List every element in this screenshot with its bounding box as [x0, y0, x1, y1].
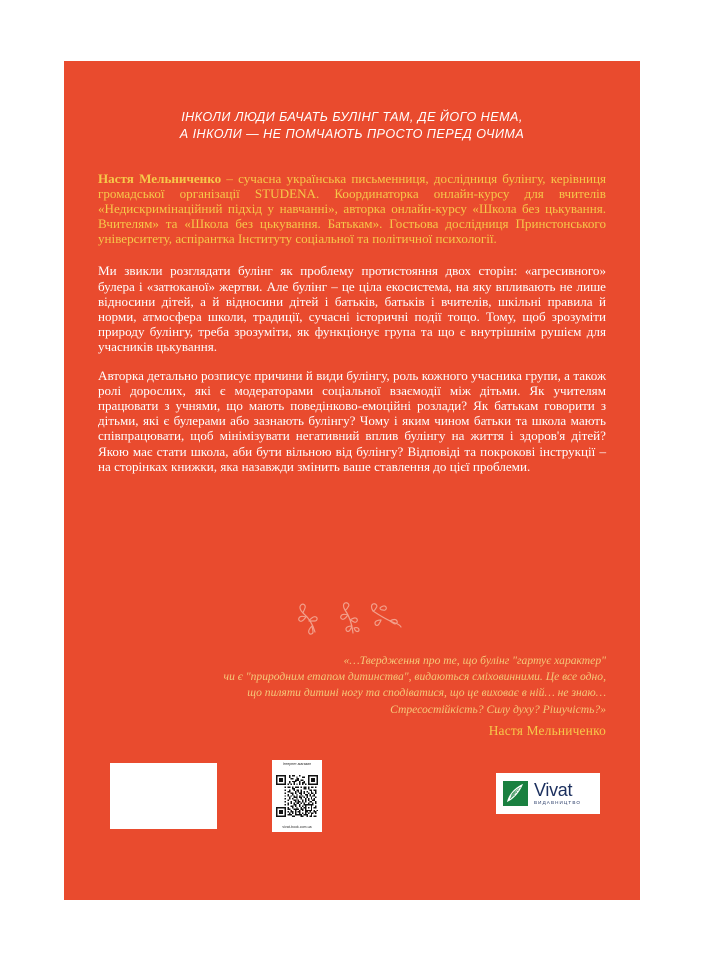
blurb-paragraph-1: Ми звикли розглядати булінг як проблему протистояння двох сторін: «агресивного» булера і «затюканої» жертви. Але булінг – це ціла екосистема, на яку впливають не лише відносини дітей, а й відносини дітей і батьків, батьків і вчителів, шкільні правила й норми, атмосфера школи, традиції, сучасні історичні події тощо. Тому, щоб зрозуміти природу булінгу, треба зрозуміти, як функціонує група та що є внутрішнім рушієм для учасників цькування. — [98, 263, 606, 354]
publisher-logo[interactable] — [496, 773, 600, 814]
cover-tagline — [64, 109, 640, 143]
pull-quote-block — [104, 653, 606, 739]
quote-line-2: чи є "природним етапом дитинства", видаються сміховинними. Це все одно, — [223, 670, 606, 684]
blurb-paragraph-2: Авторка детально розписує причини й види булінгу, роль кожного учасника групи, а також ролі дорослих, які є модераторами соціальної взаємодії між дітьми. Як учителям працювати з учнями, що мають поведінково-емоційні розлади? Як батькам говорити з дітьми, які є булерами або зазнають булінгу? Чому і яким чином батьки та школа мають співпрацювати, щоб мінімізувати негативний вплив булінгу на життя і здоров'я дітей? Якою має стати школа, аби бути вільною від булінгу? Відповіді та покрокові інструкції – на сторінках книжки, яка назавжди змінить ваше ставлення до цієї проблеми. — [98, 368, 606, 474]
qr-caption-bottom: vivat-book.com.ua — [282, 824, 312, 829]
vivat-quill-icon — [503, 781, 528, 806]
author-bio — [98, 171, 606, 246]
tagline-line-1: ІНКОЛИ ЛЮДИ БАЧАТЬ БУЛІНГ ТАМ, ДЕ ЙОГО НЕМА, — [181, 110, 523, 124]
barcode-placeholder — [110, 763, 217, 829]
quote-line-3: що пиляти дитині ногу та сподіватися, що це виховає в ній… не знаю… — [247, 686, 606, 700]
author-name: Настя Мельниченко — [98, 171, 222, 186]
qr-caption-top: Інтернет-магазин — [282, 762, 312, 766]
author-bio-text: – сучасна українська письменниця, дослідниця булінгу, керівниця громадської організації STUDENA. Координаторка онлайн-курсу для вчителів «Недискримінаційний підхід у навчанні», авторка онлайн-курсу «Школа без цькування. Вчителям» та «Школа без цькування. Батькам». Гостьова дослідниця Принстонського університету, аспірантка Інституту соціальної та політичної психології. — [98, 171, 606, 247]
publisher-wordmark — [534, 781, 581, 806]
publisher-subtitle: ВИДАВНИЦТВО — [534, 800, 582, 806]
floral-sprigs-icon — [293, 601, 411, 635]
qr-code-block[interactable] — [272, 760, 322, 832]
quote-attribution: Настя Мельниченко — [488, 722, 606, 738]
cover-text-column — [98, 171, 606, 474]
tagline-line-2: А ІНКОЛИ — НЕ ПОМЧАЮТЬ ПРОСТО ПЕРЕД ОЧИМА — [179, 127, 525, 141]
quote-line-4: Стресостійкість? Силу духу? Рішучість?» — [390, 702, 606, 716]
quote-line-1: «…Твердження про те, що булінг "гартує характер" — [343, 654, 606, 667]
book-back-cover — [64, 61, 640, 900]
qr-code-icon — [276, 775, 318, 817]
floral-ornament — [64, 601, 640, 635]
cover-bottom-strip — [64, 740, 640, 900]
pull-quote-text — [104, 653, 606, 718]
publisher-name: Vivat — [534, 780, 573, 801]
